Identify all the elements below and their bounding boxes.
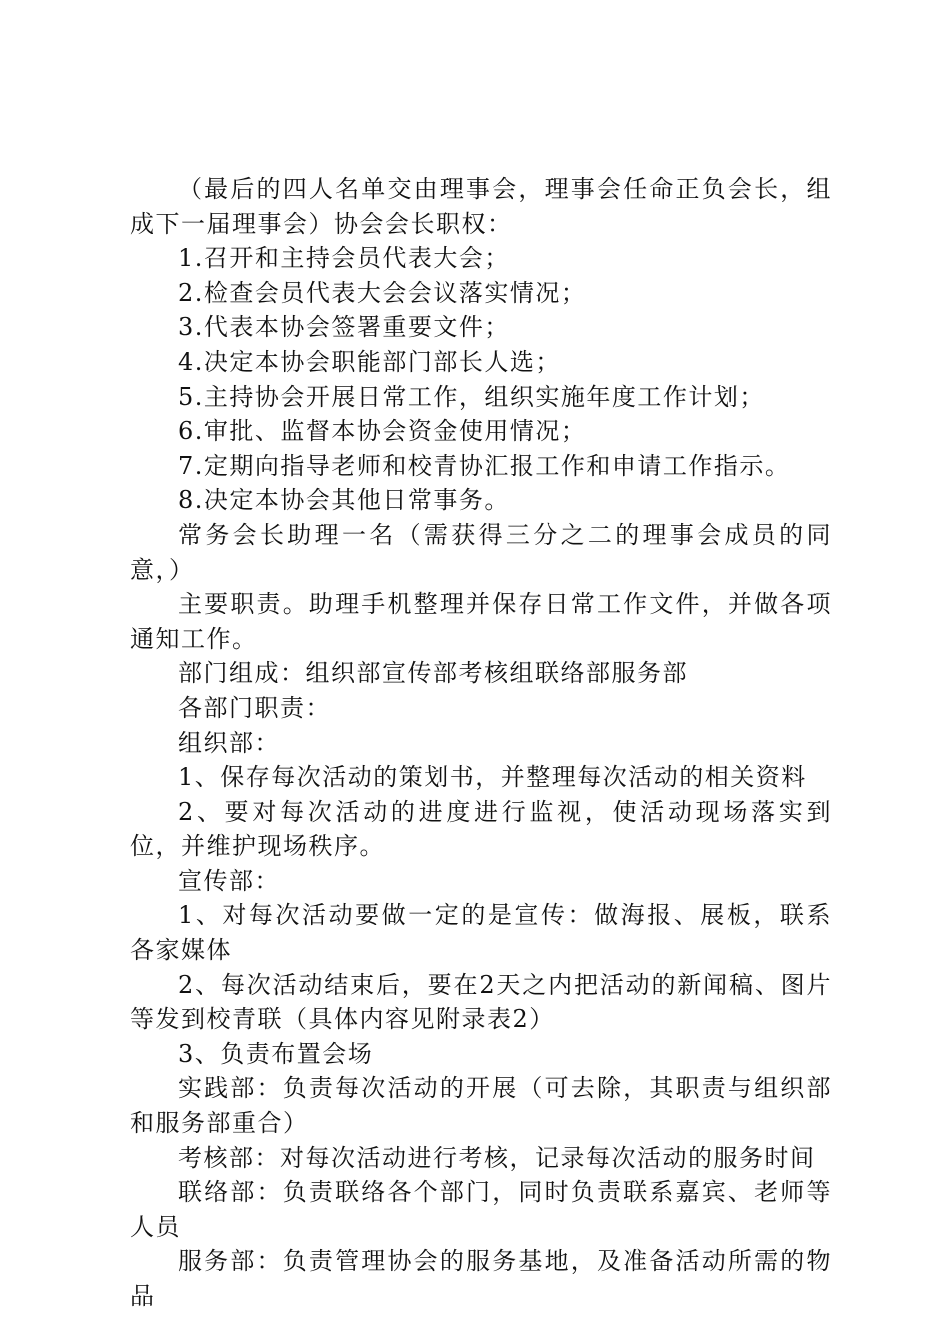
paragraph-departments: 部门组成：组织部宣传部考核组联络部服务部 <box>178 659 688 688</box>
org-item-2: 2、要对每次活动的进度进行监视，使活动现场落实到位，并维护现场秩序。 <box>130 797 832 861</box>
list-item-7: 7.定期向指导老师和校青协汇报工作和申请工作指示。 <box>178 451 791 480</box>
list-item-3: 3.代表本协会签署重要文件； <box>178 313 510 342</box>
paragraph-service-dept: 服务部：负责管理协会的服务基地，及准备活动所需的物品 <box>130 1247 832 1310</box>
publicity-item-3: 3、负责布置会场 <box>178 1039 374 1068</box>
paragraph-liaison-dept: 联络部：负责联络各个部门，同时负责联系嘉宾、老师等人员 <box>130 1178 832 1241</box>
paragraph-intro: （最后的四人名单交由理事会，理事会任命正负会长，组成下一届理事会）协会会长职权： <box>130 175 832 238</box>
heading-publicity-dept: 宣传部： <box>178 866 280 895</box>
list-item-6: 6.审批、监督本协会资金使用情况； <box>178 417 587 446</box>
publicity-item-1: 1、对每次活动要做一定的是宣传：做海报、展板，联系各家媒体 <box>130 901 832 965</box>
list-item-5: 5.主持协会开展日常工作，组织实施年度工作计划； <box>178 382 765 411</box>
org-item-1: 1、保存每次活动的策划书，并整理每次活动的相关资料 <box>178 763 807 792</box>
publicity-item-2: 2、每次活动结束后，要在2天之内把活动的新闻稿、图片等发到校青联（具体内容见附录表2） <box>130 970 832 1034</box>
document-body <box>130 172 832 1314</box>
list-item-2: 2.检查会员代表大会会议落实情况； <box>178 278 587 307</box>
paragraph-duties: 主要职责。助理手机整理并保存日常工作文件，并做各项通知工作。 <box>130 590 832 653</box>
heading-department-duties: 各部门职责： <box>178 693 331 722</box>
paragraph-practice-dept: 实践部：负责每次活动的开展（可去除，其职责与组织部和服务部重合） <box>130 1074 832 1138</box>
paragraph-assessment-dept: 考核部：对每次活动进行考核，记录每次活动的服务时间 <box>178 1143 816 1172</box>
list-item-4: 4.决定本协会职能部门部长人选； <box>178 347 561 376</box>
heading-organization-dept: 组织部： <box>178 728 280 757</box>
paragraph-assistant: 常务会长助理一名（需获得三分之二的理事会成员的同意，） <box>130 520 832 584</box>
list-item-8: 8.决定本协会其他日常事务。 <box>178 486 510 515</box>
list-item-1: 1.召开和主持会员代表大会； <box>178 244 510 273</box>
